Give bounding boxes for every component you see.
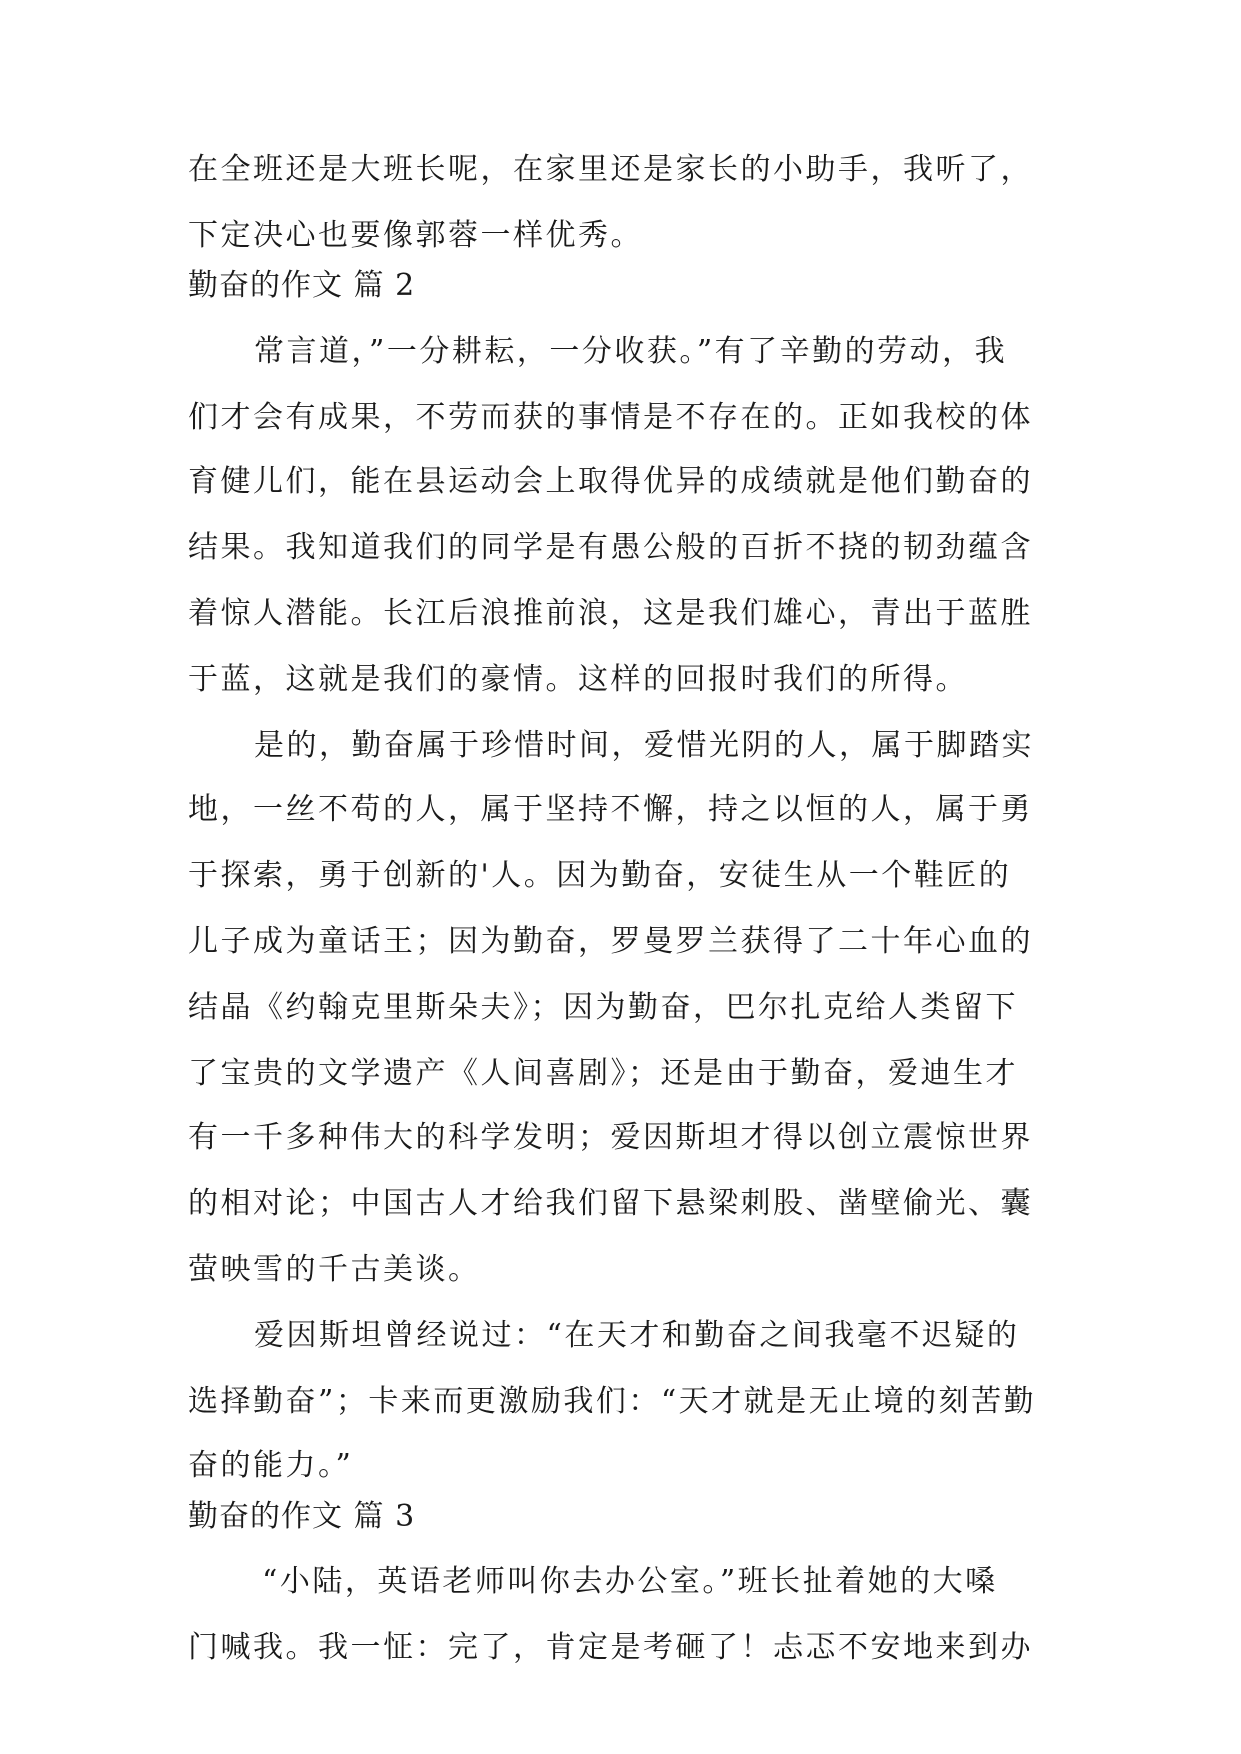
body-text-line: 们才会有成果，不劳而获的事情是不存在的。正如我校的体 (188, 400, 1033, 435)
body-text-line: 门喊我。我一怔：完了，肯定是考砸了！忐忑不安地来到办 (188, 1630, 1033, 1665)
body-text-line: 常言道，”一分耕耘，一分收获。”有了辛勤的劳动，我 (254, 334, 1008, 369)
body-text-line: 奋的能力。” (188, 1448, 354, 1483)
body-text-line: “小陆，英语老师叫你去办公室。”班长扯着她的大嗓 (262, 1564, 998, 1599)
body-text-line: 爱因斯坦曾经说过：“在天才和勤奋之间我毫不迟疑的 (254, 1318, 1020, 1353)
body-text-line: 了宝贵的文学遗产《人间喜剧》；还是由于勤奋，爱迪生才 (188, 1056, 1018, 1091)
body-text-line: 选择勤奋”；卡来而更激励我们：“天才就是无止境的刻苦勤 (188, 1384, 1037, 1419)
body-text-line: 是的，勤奋属于珍惜时间，爱惜光阴的人，属于脚踏实 (254, 728, 1034, 763)
body-text-line: 地，一丝不苟的人，属于坚持不懈，持之以恒的人，属于勇 (188, 792, 1033, 827)
body-text-line: 的相对论；中国古人才给我们留下悬梁刺股、凿壁偷光、囊 (188, 1186, 1033, 1221)
section-heading: 勤奋的作文 篇 2 (188, 268, 416, 303)
section-heading: 勤奋的作文 篇 3 (188, 1499, 416, 1534)
body-text-line: 儿子成为童话王；因为勤奋，罗曼罗兰获得了二十年心血的 (188, 924, 1033, 959)
body-text-line: 于蓝，这就是我们的豪情。这样的回报时我们的所得。 (188, 662, 968, 697)
body-text-line: 萤映雪的千古美谈。 (188, 1252, 481, 1287)
body-text-line: 下定决心也要像郭蓉一样优秀。 (188, 218, 643, 253)
body-text-line: 育健儿们，能在县运动会上取得优异的成绩就是他们勤奋的 (188, 464, 1033, 499)
body-text-line: 有一千多种伟大的科学发明；爱因斯坦才得以创立震惊世界 (188, 1120, 1033, 1155)
body-text-line: 在全班还是大班长呢，在家里还是家长的小助手，我听了， (188, 152, 1033, 187)
body-text-line: 于探索，勇于创新的'人。因为勤奋，安徒生从一个鞋匠的 (188, 858, 1012, 893)
body-text-line: 结晶《约翰克里斯朵夫》；因为勤奋，巴尔扎克给人类留下 (188, 990, 1018, 1025)
body-text-line: 结果。我知道我们的同学是有愚公般的百折不挠的韧劲蕴含 (188, 530, 1033, 565)
body-text-line: 着惊人潜能。长江后浪推前浪，这是我们雄心，青出于蓝胜 (188, 596, 1033, 631)
